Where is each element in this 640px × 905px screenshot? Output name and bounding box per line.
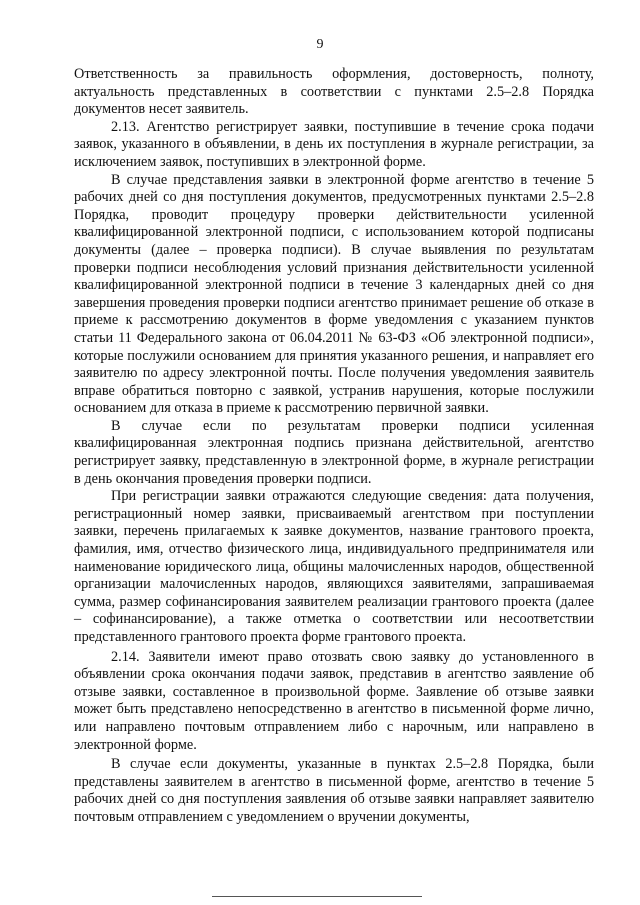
paragraph-2-14: 2.14. Заявители имеют право отозвать свою заявку до установленного в объявлении срока окончания подачи заявок, представив в агентство заявление об отзыве заявки, составленное в произвольной форме. Заявление об отзыве заявки может быть представлено непосредственно в агентство в письменной форме лично, или направлено почтовым отправлением либо с нарочным, или направлено в электронной форме. [74,648,594,753]
paragraph-document-return: В случае если документы, указанные в пунктах 2.5–2.8 Порядка, были представлены заявителем в агентство в письменной форме, агентство в течение 5 рабочих дней со дня поступления заявления об отзыве заявки направляет заявителю почтовым отправлением с уведомлением о вручении документы, [74,756,594,825]
document-body [74,66,594,827]
page-number: 9 [316,37,324,52]
paragraph-registration-details: При регистрации заявки отражаются следующие сведения: дата получения, регистрационный номер заявки, присваиваемый агентством при поступлении заявки, перечень прилагаемых к заявке документов, название грантового проекта, фамилия, имя, отчество физического лица, индивидуального предпринимателя или наименование юридического лица, общины малочисленных народов, общественной организации малочисленных народов, являющихся заявителями, запрашиваемая сумма, размер софинансирования заявителем реализации грантового проекта (далее – софинансирование), а также отметка о соответствии или несоответствии представленного грантового проекта форме грантового проекта. [74,488,594,645]
paragraph-2-13: 2.13. Агентство регистрирует заявки, поступившие в течение срока подачи заявок, указанного в объявлении, в день их поступления в журнале регистрации, за исключением заявок, поступивших в электронной форме. [74,118,594,170]
paragraph-signature-valid: В случае если по результатам проверки подписи усиленная квалифицированная электронная подпись признана действительной, агентство регистрирует заявку, представленную в электронной форме, в журнале регистрации в день окончания проведения проверки подписи. [74,417,594,487]
paragraph-electronic-form: В случае представления заявки в электронной форме агентство в течение 5 рабочих дней со дня поступления документов, предусмотренных пунктами 2.5–2.8 Порядка, проводит процедуру проверки действительности усиленной квалифицированной электронной подписи, с использованием которой подписаны документы (далее – проверка подписи). В случае выявления по результатам проверки подписи несоблюдения условий признания действительности усиленной квалифицированной электронной подписи в течение 3 календарных дней со дня завершения проведения проверки подписи агентство принимает решение об отказе в приеме к рассмотрению документов в форме уведомления с указанием пунктов статьи 11 Федерального закона от 06.04.2011 № 63-ФЗ «Об электронной подписи», которые послужили основанием для принятия указанного решения, и направляет его заявителю по адресу электронной почты. После получения уведомления заявитель вправе обратиться повторно с заявкой, устранив нарушения, которые послужили основанием для отказа в приеме к рассмотрению первичной заявки. [74,171,594,417]
bottom-rule [212,896,422,897]
paragraph-responsibility: Ответственность за правильность оформления, достоверность, полноту, актуальность представленных в соответствии с пунктами 2.5–2.8 Порядка документов несет заявитель. [74,66,594,118]
